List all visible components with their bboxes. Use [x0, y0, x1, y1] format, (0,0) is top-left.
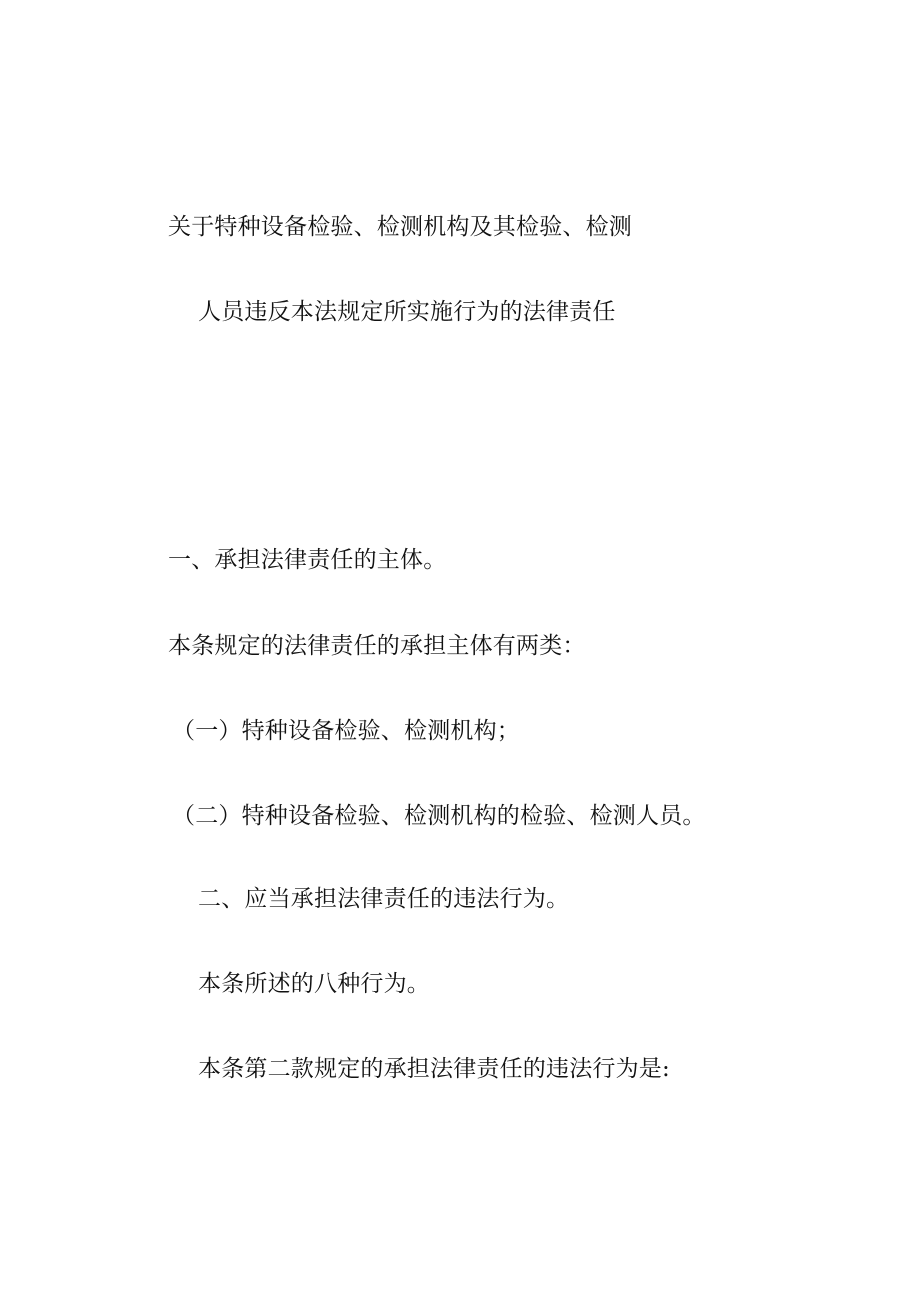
- section-heading-liability-subject: 一、承担法律责任的主体。: [168, 547, 447, 573]
- document-title-line-1: 关于特种设备检验、检测机构及其检验、检测: [168, 214, 632, 240]
- section-heading-illegal-acts: 二、应当承担法律责任的违法行为。: [198, 886, 570, 912]
- list-item-institutions: （一）特种设备检验、检测机构；: [172, 718, 520, 744]
- document-title-line-2: 人员违反本法规定所实施行为的法律责任: [198, 299, 616, 325]
- paragraph-second-clause: 本条第二款规定的承担法律责任的违法行为是:: [198, 1056, 670, 1082]
- paragraph-eight-acts: 本条所述的八种行为。: [198, 971, 430, 997]
- paragraph-two-categories: 本条规定的法律责任的承担主体有两类：: [168, 633, 586, 659]
- list-item-personnel: （二）特种设备检验、检测机构的检验、检测人员。: [172, 803, 706, 829]
